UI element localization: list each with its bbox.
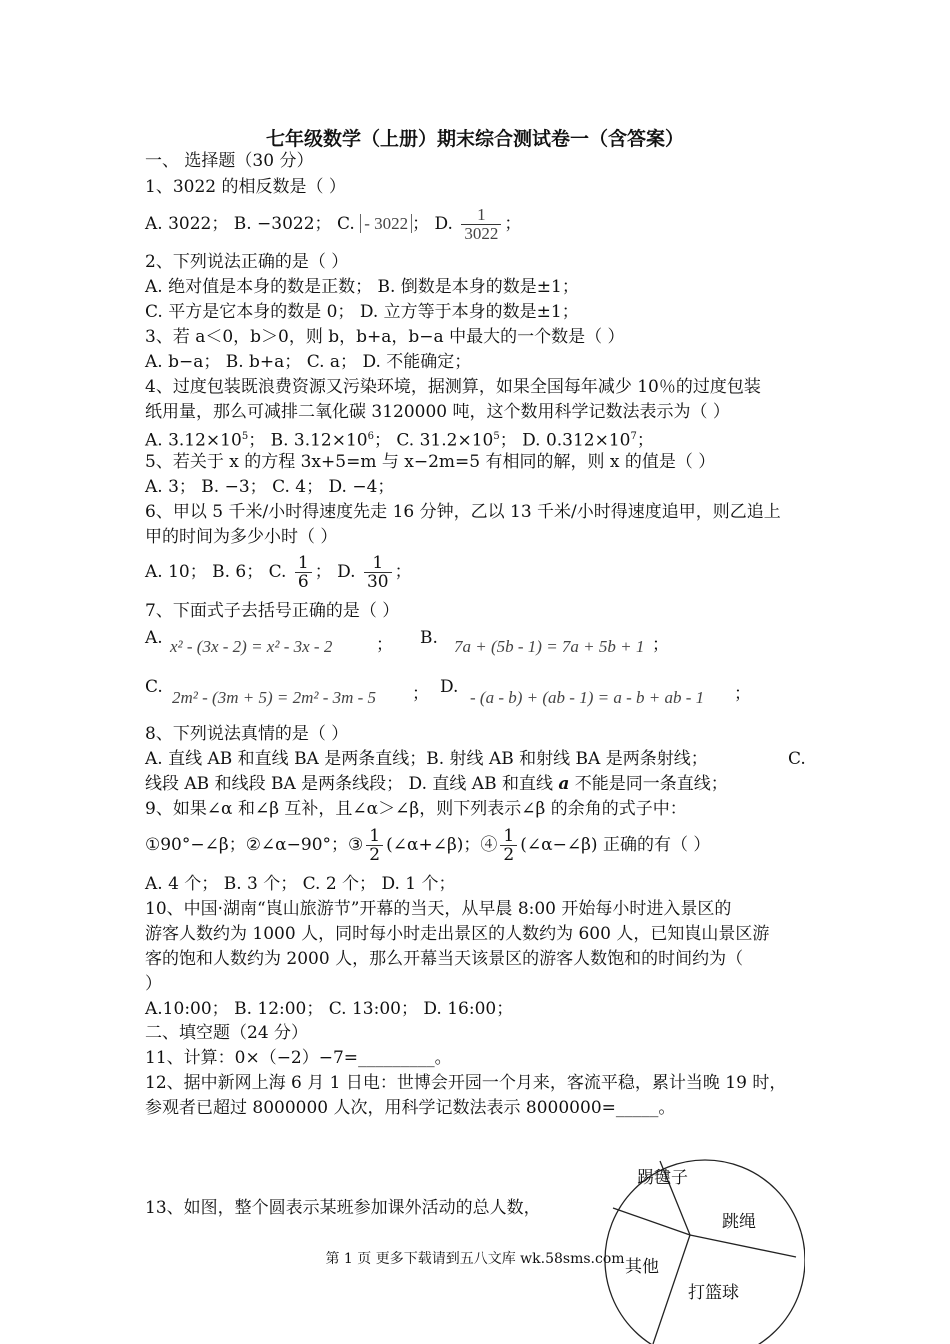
q7-option-b-expr: 7a + (5b - 1) = 7a + 5b + 1 bbox=[454, 637, 645, 656]
q1-numerator: 1 bbox=[461, 206, 501, 225]
question-6-line-1: 6、甲以 5 千米/小时得速度先走 16 分钟，乙以 13 千米/小时得速度追甲，则乙追上 bbox=[145, 502, 781, 522]
section-2-heading: 二、填空题（24 分） bbox=[145, 1023, 309, 1043]
q9-f3-den: 2 bbox=[369, 845, 381, 865]
question-6-options bbox=[145, 550, 412, 594]
question-2-stem: 2、下列说法正确的是（ ） bbox=[145, 252, 349, 272]
question-10-options: A.10:00； B. 12:00； C. 13:00； D. 16:00； bbox=[145, 999, 514, 1019]
question-8-line-2 bbox=[145, 773, 728, 795]
question-10-line-4: ） bbox=[145, 974, 162, 994]
q7-option-d-label: D. bbox=[440, 677, 459, 697]
q9-f4-den: 2 bbox=[503, 845, 515, 865]
q4-exp-a: 5 bbox=[241, 431, 249, 442]
question-8-line-1: A. 直线 AB 和直线 BA 是两条直线；B. 射线 AB 和射线 BA 是两条射线； bbox=[145, 749, 708, 769]
q1-option-abc: A. 3022； B. −3022； C. bbox=[145, 214, 355, 234]
q6-c-numerator: 1 bbox=[295, 554, 312, 573]
q8-line-2-text: 线段 AB 和线段 BA 是两条线段； D. 直线 AB 和直线 bbox=[145, 774, 553, 794]
question-10-line-3: 客的饱和人数约为 2000 人，那么开幕当天该景区的游客人数饱和的时间约为（ bbox=[145, 949, 744, 969]
question-13-text: 13、如图，整个圆表示某班参加课外活动的总人数， bbox=[145, 1198, 541, 1218]
q6-option-d-label: ； D. bbox=[314, 562, 356, 582]
q1-denominator: 3022 bbox=[464, 224, 499, 243]
q9-fraction-3 bbox=[366, 827, 383, 864]
q1-abs-expression: - 3022 bbox=[360, 214, 412, 233]
question-1-options bbox=[145, 202, 521, 246]
q7-option-d-expr: - (a - b) + (ab - 1) = a - b + ab - 1 bbox=[470, 688, 705, 707]
q6-option-ab: A. 10； B. 6； C. bbox=[145, 562, 287, 582]
q12-blank: _____ bbox=[615, 1098, 659, 1118]
q9-part-2: (∠α+∠β)；④ bbox=[386, 835, 498, 855]
q6-end: ； bbox=[394, 562, 412, 582]
question-8-option-c-label: C. bbox=[788, 749, 806, 769]
q12-text: 参观者已超过 8000000 人次，用科学记数法表示 8000000= bbox=[145, 1098, 616, 1118]
q11-text: 11、计算：0×（−2）−7= bbox=[145, 1048, 359, 1068]
q7-option-a-expr: x² - (3x - 2) = x² - 3x - 2 bbox=[170, 637, 333, 656]
q7-sep-a: ； bbox=[376, 635, 393, 655]
q7-option-a-label: A. bbox=[145, 628, 163, 648]
q6-c-denominator: 6 bbox=[297, 572, 309, 592]
q8-line-a: a bbox=[558, 774, 570, 794]
q9-fraction-4 bbox=[500, 827, 517, 864]
q7-sep-b: ； bbox=[652, 635, 669, 655]
page-title: 七年级数学（上册）期末综合测试卷一（含答案） bbox=[265, 128, 684, 150]
question-9-stem: 9、如果∠α 和∠β 互补，且∠α＞∠β，则下列表示∠β 的余角的式子中： bbox=[145, 799, 687, 819]
question-9-options: A. 4 个； B. 3 个； C. 2 个； D. 1 个； bbox=[145, 874, 456, 894]
q4-option-c: ； C. 31.2×10 bbox=[374, 430, 494, 451]
question-12-line-2 bbox=[145, 1097, 675, 1119]
q1-fraction bbox=[461, 206, 501, 243]
q9-part-1: ①90°−∠β；②∠α−90°；③ bbox=[145, 835, 364, 855]
q7-sep-c: ； bbox=[412, 684, 429, 704]
question-11 bbox=[145, 1047, 452, 1069]
question-3-options: A. b−a； B. b+a； C. a； D. 不能确定； bbox=[145, 352, 472, 372]
question-5-stem: 5、若关于 x 的方程 3x+5=m 与 x−2m=5 有相同的解，则 x 的值是（ ） bbox=[145, 452, 716, 472]
q1-end: ； bbox=[504, 214, 522, 234]
q11-end: 。 bbox=[434, 1048, 452, 1068]
question-10-line-1: 10、中国·湖南“崀山旅游节”开幕的当天，从早晨 8:00 开始每小时进入景区的 bbox=[145, 899, 732, 919]
q1-option-d-label: ； D. bbox=[412, 214, 453, 234]
question-4-options bbox=[145, 426, 654, 452]
q9-f4-num: 1 bbox=[500, 827, 517, 846]
pie-label-tijianzi: 踢毽子 bbox=[637, 1168, 688, 1188]
q7-sep-d: ； bbox=[734, 684, 751, 704]
q4-exp-b: 6 bbox=[367, 431, 374, 442]
question-5-options: A. 3； B. −3； C. 4； D. −4； bbox=[145, 477, 395, 497]
q4-end: ； bbox=[636, 430, 654, 451]
q4-option-a: A. 3.12×10 bbox=[145, 430, 242, 451]
pie-label-tiaosheng: 跳绳 bbox=[722, 1212, 756, 1232]
q4-option-b: ； B. 3.12×10 bbox=[248, 430, 368, 451]
question-2-line-2: C. 平方是它本身的数是 0； D. 立方等于本身的数是±1； bbox=[145, 302, 579, 322]
activity-pie-diagram bbox=[600, 1150, 805, 1344]
q6-d-numerator: 1 bbox=[364, 554, 392, 573]
q7-option-b-label: B. bbox=[420, 628, 438, 648]
pie-divider-left bbox=[613, 1208, 690, 1235]
q4-exp-c: 5 bbox=[493, 431, 500, 442]
q4-option-d: ； D. 0.312×10 bbox=[499, 430, 631, 451]
q4-exp-d: 7 bbox=[630, 431, 637, 442]
q12-end: 。 bbox=[658, 1098, 676, 1118]
q6-fraction-d bbox=[364, 554, 392, 591]
pie-label-dalanqiu: 打篮球 bbox=[688, 1283, 739, 1303]
pie-label-qita: 其他 bbox=[625, 1257, 659, 1277]
q6-fraction-c bbox=[295, 554, 312, 591]
question-10-line-2: 游客人数约为 1000 人，同时每小时走出景区的人数约为 600 人，已知崀山景区游 bbox=[145, 924, 770, 944]
question-4-line-1: 4、过度包装既浪费资源又污染环境，据测算，如果全国每年减少 10％的过度包装 bbox=[145, 377, 761, 397]
page-footer: 第 1 页 更多下载请到五八文库 wk.58sms.com bbox=[325, 1251, 625, 1267]
question-8-stem: 8、下列说法真情的是（ ） bbox=[145, 724, 349, 744]
q8-line-2-end: 不能是同一条直线； bbox=[574, 774, 728, 794]
section-1-heading: 一、 选择题（30 分） bbox=[145, 151, 314, 171]
q9-part-3: (∠α−∠β) 正确的有（ ） bbox=[520, 835, 711, 855]
question-1-stem: 1、3022 的相反数是（ ） bbox=[145, 177, 346, 197]
q7-option-c-label: C. bbox=[145, 677, 163, 697]
question-2-line-1: A. 绝对值是本身的数是正数； B. 倒数是本身的数是±1； bbox=[145, 277, 579, 297]
question-3-stem: 3、若 a＜0，b＞0，则 b，b+a，b−a 中最大的一个数是（ ） bbox=[145, 327, 625, 347]
question-4-line-2: 纸用量，那么可减排二氧化碳 3120000 吨，这个数用科学记数法表示为（ ） bbox=[145, 402, 730, 422]
question-7-stem: 7、下面式子去括号正确的是（ ） bbox=[145, 601, 400, 621]
q9-f3-num: 1 bbox=[366, 827, 383, 846]
q6-d-denominator: 30 bbox=[366, 572, 389, 592]
question-9-expressions bbox=[145, 822, 710, 868]
q11-blank: _________ bbox=[358, 1048, 435, 1068]
q7-option-c-expr: 2m² - (3m + 5) = 2m² - 3m - 5 bbox=[172, 688, 377, 707]
question-12-line-1: 12、据中新网上海 6 月 1 日电：世博会开园一个月来，客流平稳，累计当晚 19 时， bbox=[145, 1073, 787, 1093]
question-6-line-2: 甲的时间为多少小时（ ） bbox=[145, 527, 338, 547]
